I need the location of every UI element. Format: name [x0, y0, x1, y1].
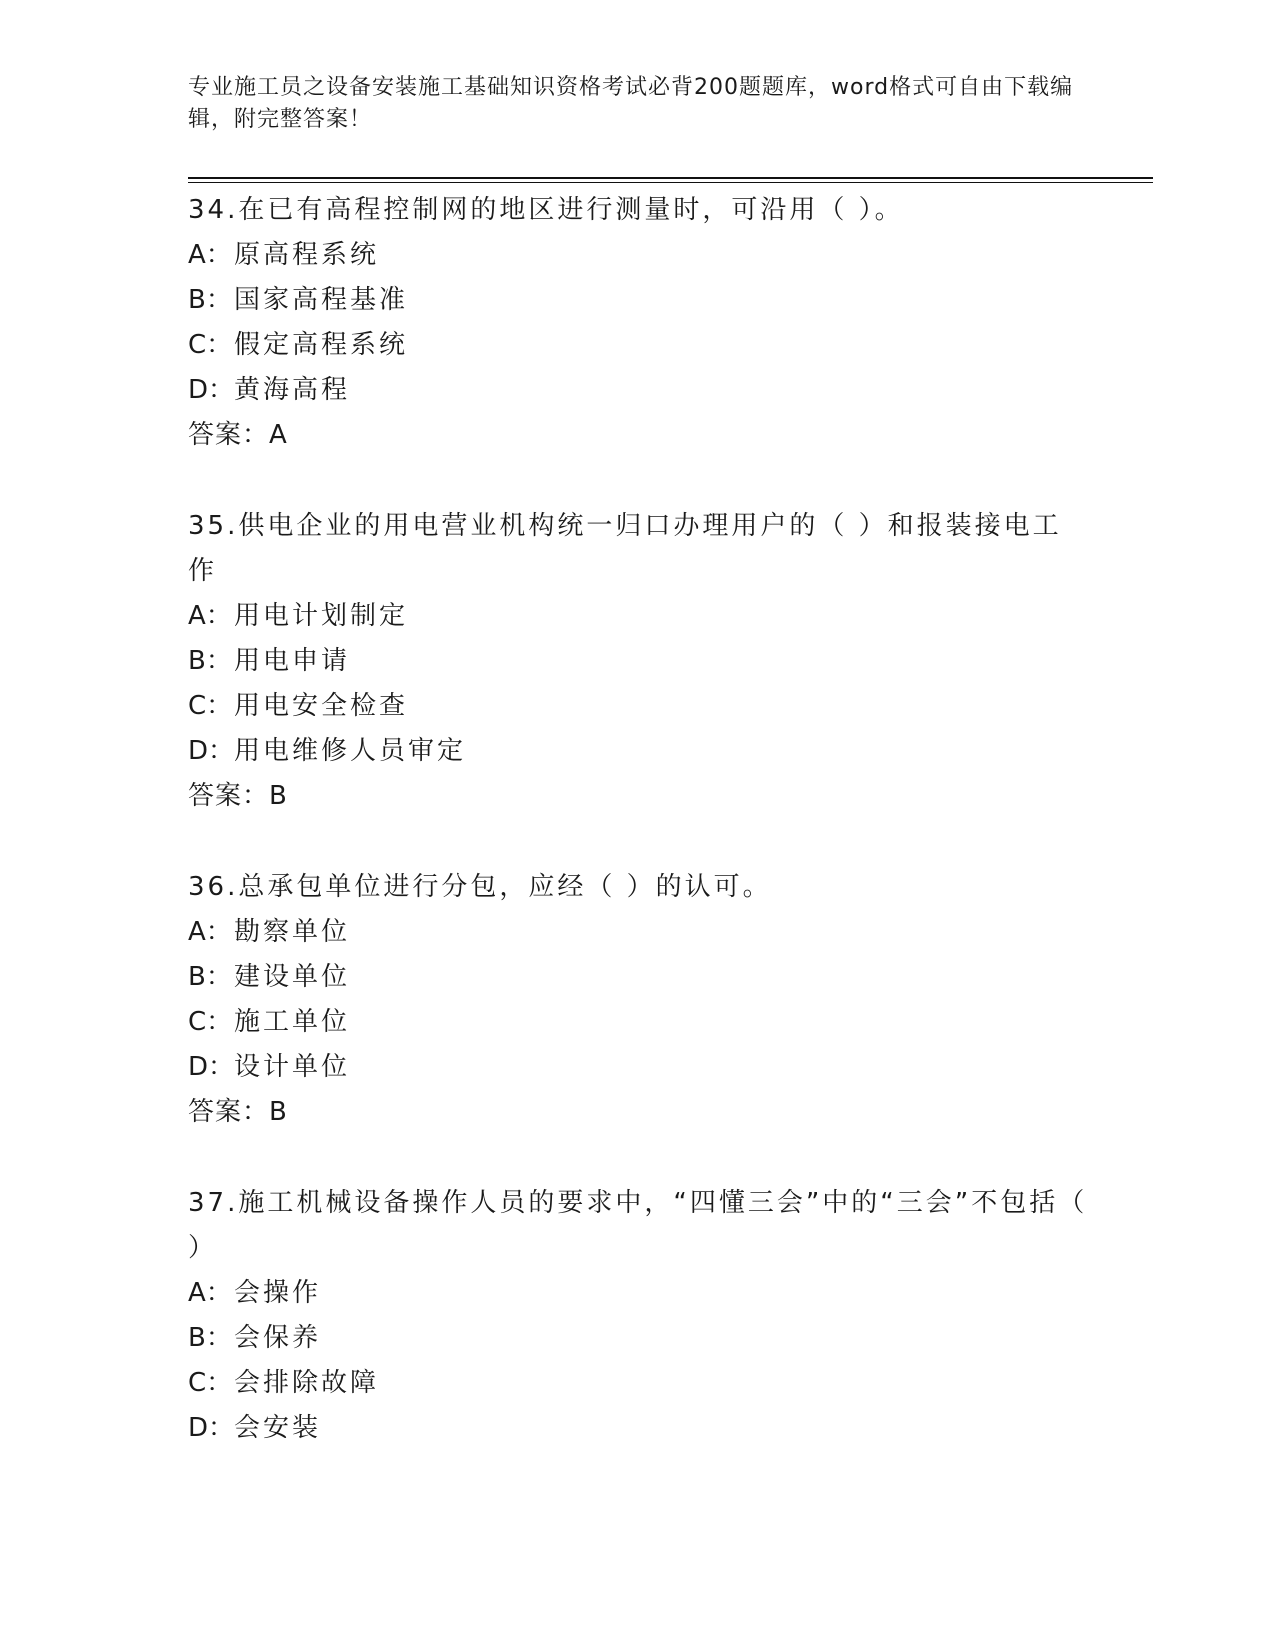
option-letter: A：: [188, 240, 232, 270]
question-34: [188, 188, 1088, 458]
question-stem: 36.总承包单位进行分包，应经（ ）的认可。: [188, 872, 772, 902]
header-divider-thin: [188, 182, 1153, 183]
option-a: [188, 233, 1088, 278]
option-letter: D：: [188, 1052, 235, 1082]
option-text: 用电计划制定: [234, 601, 409, 631]
option-letter: C：: [188, 1007, 233, 1037]
option-letter: A：: [188, 601, 232, 631]
option-b: [188, 278, 1088, 323]
question-list: [188, 188, 1088, 1497]
option-text: 会保养: [234, 1323, 322, 1353]
option-c: [188, 1361, 1088, 1406]
option-letter: A：: [188, 1278, 232, 1308]
option-d: [188, 729, 1088, 774]
header-divider-thick: [188, 177, 1153, 179]
option-letter: D：: [188, 1413, 235, 1443]
question-stem: 37.施工机械设备操作人员的要求中，“四懂三会”中的“三会”不包括（ ）: [188, 1188, 1088, 1263]
answer-line: 答案：B: [188, 781, 288, 811]
option-letter: B：: [188, 962, 232, 992]
option-c: [188, 1000, 1088, 1045]
option-letter: D：: [188, 736, 235, 766]
option-letter: B：: [188, 1323, 232, 1353]
option-a: [188, 594, 1088, 639]
answer-line: 答案：A: [188, 420, 288, 450]
option-c: [188, 323, 1088, 368]
option-letter: B：: [188, 285, 232, 315]
option-text: 假定高程系统: [234, 330, 409, 360]
option-d: [188, 368, 1088, 413]
option-text: 建设单位: [234, 962, 351, 992]
option-text: 设计单位: [234, 1052, 351, 1082]
option-letter: C：: [188, 330, 233, 360]
option-letter: A：: [188, 917, 232, 947]
option-text: 会操作: [234, 1278, 322, 1308]
answer-line: 答案：B: [188, 1097, 288, 1127]
option-d: [188, 1406, 1088, 1451]
question-stem: 34.在已有高程控制网的地区进行测量时，可沿用（ ）。: [188, 195, 904, 225]
option-text: 原高程系统: [234, 240, 380, 270]
option-text: 会安装: [234, 1413, 322, 1443]
question-36: [188, 865, 1088, 1135]
option-b: [188, 639, 1088, 684]
option-text: 会排除故障: [234, 1368, 380, 1398]
option-letter: C：: [188, 1368, 233, 1398]
option-letter: D：: [188, 375, 235, 405]
option-a: [188, 910, 1088, 955]
option-d: [188, 1045, 1088, 1090]
option-a: [188, 1271, 1088, 1316]
document-header: 专业施工员之设备安装施工基础知识资格考试必背200题题库，word格式可自由下载编辑，附完整答案！: [188, 75, 1074, 132]
option-text: 用电申请: [234, 646, 351, 676]
option-letter: C：: [188, 691, 233, 721]
option-b: [188, 955, 1088, 1000]
option-letter: B：: [188, 646, 232, 676]
question-37: [188, 1181, 1088, 1451]
option-c: [188, 684, 1088, 729]
option-text: 施工单位: [234, 1007, 351, 1037]
option-text: 用电维修人员审定: [234, 736, 467, 766]
option-b: [188, 1316, 1088, 1361]
question-35: [188, 504, 1088, 819]
option-text: 用电安全检查: [234, 691, 409, 721]
question-stem: 35.供电企业的用电营业机构统一归口办理用户的（ ）和报装接电工作: [188, 511, 1062, 586]
option-text: 黄海高程: [234, 375, 351, 405]
option-text: 勘察单位: [234, 917, 351, 947]
option-text: 国家高程基准: [234, 285, 409, 315]
